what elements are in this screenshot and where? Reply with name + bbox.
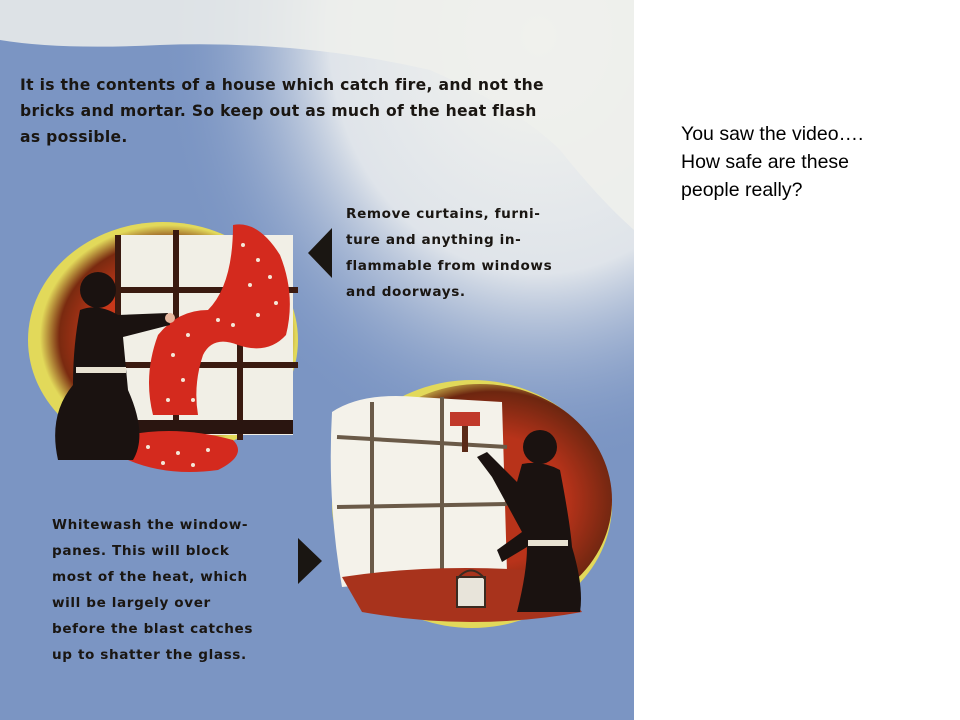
pointer-right-icon bbox=[298, 538, 324, 584]
instruction-whitewash-windows: Whitewash the window- panes. This will block most of the heat, which will be largely over before the blast catches up to shatter the glass. bbox=[52, 517, 254, 663]
slide-note-content: You saw the video…. How safe are these people really? bbox=[681, 123, 864, 201]
poster-intro-text: It is the contents of a house which catch fire, and not the bricks and mortar. So keep out as much of the heat flash as possible. bbox=[20, 76, 544, 146]
illustration-removing-curtains bbox=[18, 215, 303, 485]
illustration-whitewashing-window bbox=[322, 372, 622, 642]
instruction-remove-curtains: Remove curtains, furni- ture and anything in- flammable from windows and doorways. bbox=[346, 206, 553, 300]
slide-note-text bbox=[681, 120, 941, 204]
pointer-left-icon bbox=[308, 228, 334, 278]
